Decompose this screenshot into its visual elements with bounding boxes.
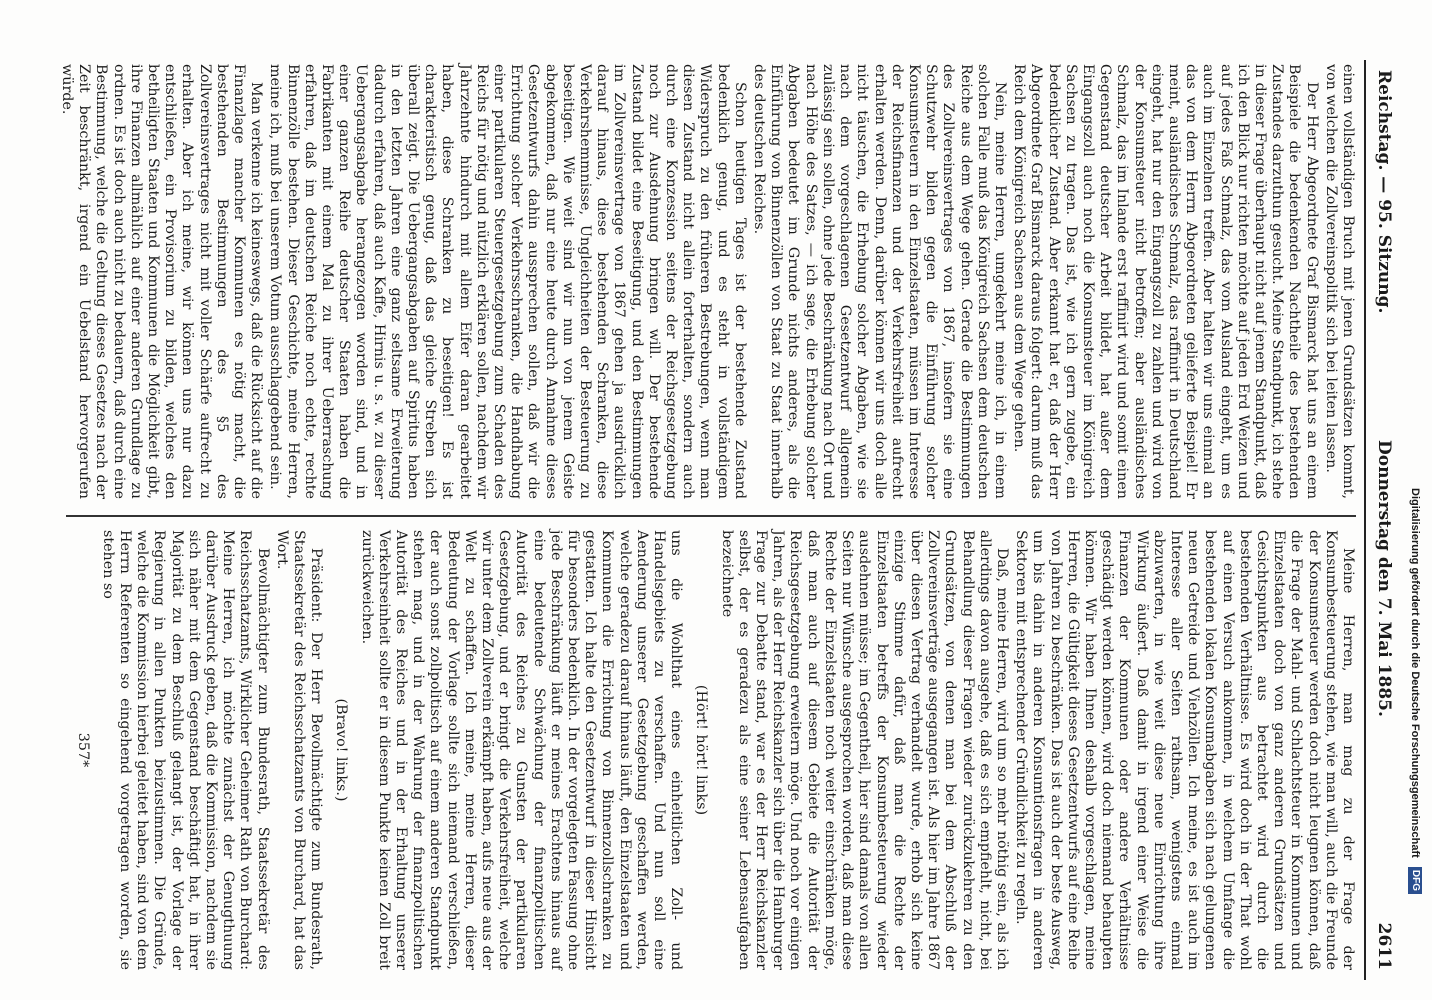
speaker-paragraph: Präsident: Der Herr Bevollmächtigte zum Bundesrath, Staatssekretär des Reichsschatzamts von Burchard, hat das Wort. (273, 530, 325, 970)
paragraph: Der Herr Abgeordnete Graf Bismarck hat uns an einem Beispiele die bedenkenden Nachtheile des bestehenden Zustandes darzuthun gesucht. Meine Standpunkt, ich stehe in dieser Frage überhaupt nicht auf jenem Standpunkt, daß ich den Blick nur richten möchte auf jeden Erd Weizen und auf jedes Faß Schmalz, das vom Ausland eingeht, um es auch im Einzelnen treffen. Aber halten wir uns einmal an das von dem Herrn Abgeordneten gelieferte Beispiel! Er meint, ausländisches Schmalz, das raffinirt in Deutschland eingeht, hat nur den Eingangszoll zu zahlen und wird von der Konsumsteuer nicht betroffen; aber ausländisches Schmalz, das im Inlande erst raffinirt wird und somit einen Gegenstand deutscher Arbeit bildet, hat außer dem Eingangszoll auch noch die Konsumsteuer im Königreich Sachsen zu tragen. Das ist, wie ich gern zugebe, ein bedenklicher Zustand. Aber erkannt hat er, daß der Herr Abgeordnete Graf Bismarck daraus folgert: darum muß das Reich dem Königreich Sachsen aus dem Wege gehen. (1011, 64, 1320, 499)
paragraph: Meine Herren, man mag zu der Frage der Konsumbesteuerung stehen, wie man will, auch die Freunde der Konsumsteuer werden doch nicht leugnen können, daß die Frage der Mahl- und Schlachtsteuer in Kommunen und Einzelstaaten doch von ganz anderen Grundsätzen und Gesichtspunkten aus betrachtet wird durch die bestehenden Verhältnisse. Es wird doch in der That wohl auf einen Versuch ankommen, in welchem Umfange die bestehenden lokalen Konsumabgaben sich nach gelungenen neuen Getreide und Viehzöllen. Ich meine, es ist auch im Interesse aller Seiten rathsam, wenigstens einmal abzuwarten, in wie weit diese neue Einrichtung ihre Wirkung äußert. Daß damit in irgend einer Weise die Finanzen der Kommunen oder andere Verhältnisse geschädigt werden können, wird doch niemand behaupten können. Wir haben Ihnen deshalb vorgeschlagen, meine Herren, die Gültigkeit dieses Gesetzentwurfs auf eine Reihe von Jahren zu beschränken. Das ist auch der beste Ausweg, um bis dahin in anderen Konsumtionsfragen in anderen Sektoren mit entsprechender Gründlichkeit zu regeln. (1013, 530, 1356, 970)
page-header (1364, 60, 1400, 980)
header-date: Donnerstag den 7. Mai 1885. (1374, 440, 1394, 717)
right-column (66, 530, 1356, 970)
digitization-sidebar (1402, 8, 1430, 992)
paragraph: einen vollständigen Bruch mit jenen Grundsätzen kommt, von welchen die Zollvereinspolitik sich bei leiten lassen. (1322, 64, 1356, 499)
paragraph: Nein, meine Herren, umgekehrt meine ich, in einem solchen Falle muß das Königreich Sachsen dem deutschen Reiche aus dem Wege gehen. Gerade die Bestimmungen des Zollvereinsvertrages von 1867, insofern sie eine Schutzwehr bilden gegen die Einführung solcher Konsumsteuern in den Einzelstaaten, müssen im Interesse der Reichsfinanzen und der Verkehrsfreiheit aufrecht erhalten werden. Denn, darüber können wir uns doch alle nicht täuschen, die Erhebung solcher Abgaben, wie sie nach dem vorgeschlagenen Gesetzentwurf allgemein zulässig sein sollen, ohne jede Beschränkung nach Ort und nach Höhe des Satzes, — ich sage, die Erhebung solcher Abgaben bedeutet im Grunde nichts anderes, als die Einführung von Binnenzöllen von Staat zu Staat innerhalb des deutschen Reiches. (751, 64, 1008, 499)
catchword: 357* (74, 732, 91, 768)
paragraph: Man verkenne ich keineswegs, daß die Rücksicht auf die Finanzlage mancher Kommunen es nötig macht, die bestehenden Bestimmungen des §5 des Zollvereinsvertrages nicht mit voller Schärfe aufrecht zu erhalten. Aber ich meine, wir können uns nur dazu entschließen, ein Provisorium zu bilden, welches den betheiligten Staaten und Kommunen die Möglichkeit gibt, ihre Finanzen allmählich auf einer anderen Grundlage zu ordnen. Es ist doch auch nicht zu bedauern, daß durch eine Bestimmung, welche die Geltung dieses Gesetzes nach der Zeit beschränkt, irgend ein Uebelstand hervorgerufen würde. (58, 64, 265, 499)
paragraph: Schon heutigen Tages ist der bestehende Zustand bedenklich genug, und es steht in vollständigem Widerspruch zu den früheren Bestrebungen, wenn man diesen Zustand nicht allein forterhalten, sondern auch durch eine Konzession seitens der Reichsgesetzgebung noch zur Ausdehnung bringen will. Der bestehende Zustand bildet eine Beseitigung, und den Bestimmungen im Zollvereinsvertrage von 1867 gehen ja ausdrücklich darauf hinaus, diese bestehenden Schranken, diese Verkehrshemmnisse, Ungleichheiten der Besteuerung zu beseitigen. Wie weit sind wir nun von jenem Geiste abgekommen, daß nur eine heute durch Annahme dieses Gesetzentwurfs dahin aussprechen sollen, daß wir die Errichtung solcher Verkehrsschranken, die Handhabung einer partikularen Steuergesetzgebung zum Schaden des Reichs für nötig und nützlich erklären sollen, nachdem wir Jahrzehnte hindurch mit allem Eifer daran gearbeitet haben, diese Schranken zu beseitigen! Es ist charakteristisch genug, daß das gleiche Streben sich überall zeigt. Die Uebergangsabgaben auf Spiritus haben in den letzten Jahren eine ganz seltsame Erweiterung dadurch erfahren, daß auch Kaffe, Hirnis u. s. w. zu dieser Uebergangsabgabe herangezogen worden sind, und in einer ganzen Reihe deutscher Staaten haben die Fabrikanten mit einem Mal zu ihrer Ueberraschung erfahren, daß im deutschen Reiche noch echte, rechte Binnenzölle bestehen. Dieser Geschichte, meine Herren, meine ich, muß bei unserem Votum ausschlaggebend sein. (267, 64, 748, 499)
rotated-content (30, 60, 1400, 980)
interjection: (Bravo! links.) (333, 698, 350, 802)
credit-text: Digitalisierung gefördert durch die Deutsche Forschungsgemeinschaft (1409, 488, 1421, 858)
paragraph: Daß, meine Herren, wird um so mehr nöthig sein, als ich allerdings davon ausgehe, daß es sich empfiehlt, nicht, bei Behandlung dieser Fragen wieder zurückzukehren zu den Grundsätzen, von denen man bei dem Abschluß der Zollvereinsverträge ausgegangen ist. Als hier im Jahre 1867 über diesen Vertrag verhandelt wurde, erhob sich keine einzige Stimme dafür, daß man die Rechte der Einzelstaaten betreffs der Konsumbesteuerung wieder ausdehnen müsse; im Gegentheil, hier sind damals von allen Seiten nur Wünsche ausgesprochen worden, daß man diese Rechte der Einzelstaaten noch weiter einschränken möge, daß man auch auf diesem Gebiete die Autorität der Reichsgesetzgebung erweitern möge. Und noch vor einigen Jahren, als der Herr Reichskanzler sich über die Hamburger Frage zur Debatte stand, war es der Herr Reichskanzler selbst, der es geradezu als eine seiner Lebensaufgaben bezeichnete (718, 530, 1010, 971)
paragraph: uns die Wohlthat eines einheitlichen Zoll- und Handelsgebiets zu verschaffen. Und nun soll eine Aenderung unserer Gesetzgebung geschaffen werden, welche geradezu darauf hinaus läuft, den Einzelstaaten und Kommunen die Errichtung von Binnenzollschranken zu gestatten. Ich halte den Gesetzentwurf in dieser Hinsicht für besonders bedenklich. In der vorgelegten Fassung ohne jede Beschränkung läuft er meines Erachtens hinaus auf eine bedeutende Schwächung der finanzpolitischen Autorität des Reiches zu Gunsten der partikularen Gesetzgebung, und er bringt die Verkehrsfreiheit, welche wir unter dem Zollverein erkämpft haben, aufs neue aus der Welt zu schaffen. Ich meine, meine Herren, dieser Bedeutung der Vorlage sollte sich niemand verschließen, der auch sonst zollpolitisch auf einem anderen Standpunkt stehen mag, und in der Wahrung der finanzpolitischen Autorität des Reiches und in der Erhaltung unserer Verkehrseinheit sollte er in diesem Punkte keinen Zoll breit zurückweichen. (358, 530, 685, 970)
left-column (58, 64, 1356, 499)
column-divider (66, 515, 1356, 517)
speaker-paragraph: Bevollmächtigter zum Bundesrath, Staatssekretär des Reichsschatzamts, Wirklicher Geheimer Rath von Burchard: Meine Herren, ich möchte zunächst der Genugthuung darüber Ausdruck geben, daß die Kommission, nachdem sie sich näher mit dem Gegenstand beschäftigt hat, in ihrer Majorität zu dem Beschluß gelangt ist, der Vorlage der Regierung in allen Punkten beizustimmen. Die Gründe, welche die Kommission hierbei geleitet haben, sind von dem Herrn Referenten so eingehend vorgetragen worden, sie stehen so (99, 530, 271, 970)
digitization-credit (1402, 8, 1428, 992)
dfg-logo: DFG (1408, 867, 1422, 894)
page-number: 2611 (1374, 922, 1394, 970)
header-left: Reichstag. — 95. Sitzung. (1374, 70, 1394, 314)
interjection: (Hört! hört! links) (693, 684, 710, 816)
